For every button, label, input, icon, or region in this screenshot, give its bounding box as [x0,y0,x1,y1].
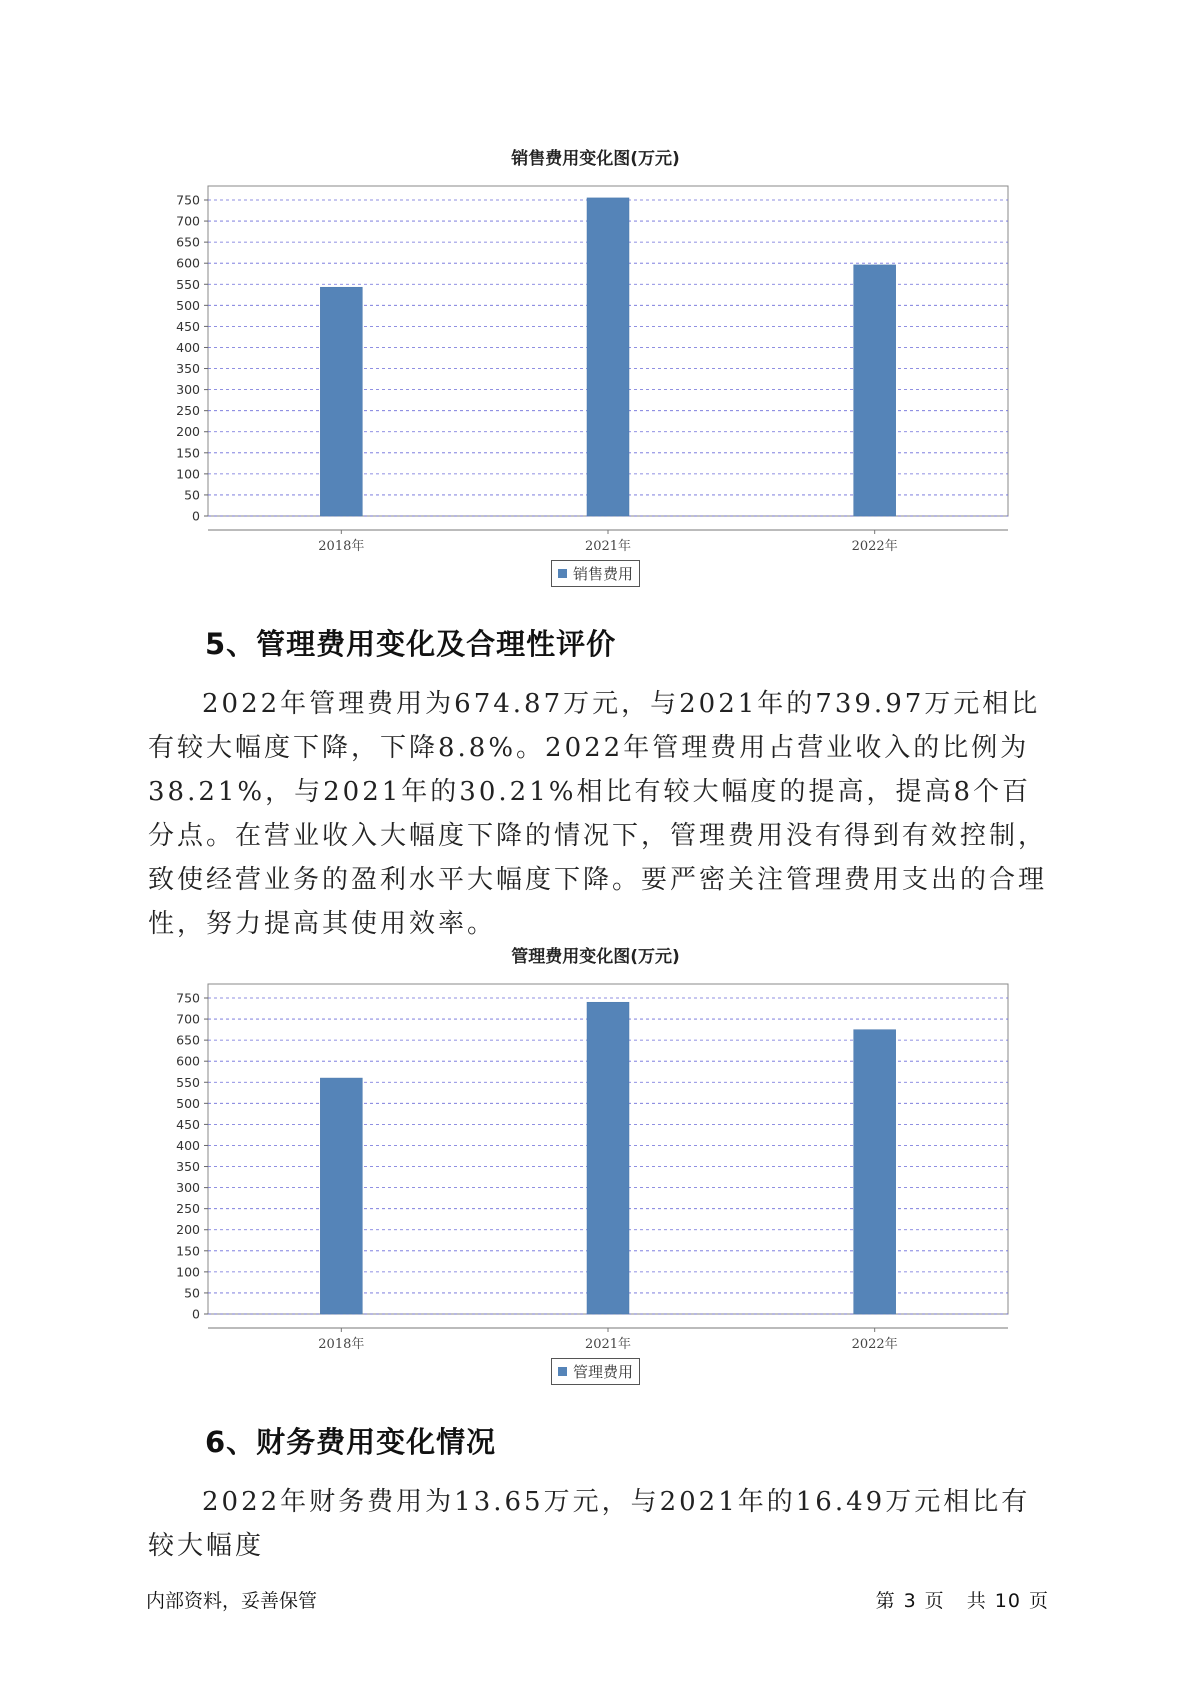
section-6-paragraph: 2022年财务费用为13.65万元，与2021年的16.49万元相比有较大幅度 [148,1487,1031,1561]
y-tick-label: 500 [176,297,200,313]
bar [320,287,362,516]
y-tick-label: 350 [176,1159,200,1175]
total-prefix: 共 [966,1590,987,1612]
section-6-heading: 6、财务费用变化情况 [205,1425,497,1459]
y-tick-label: 700 [176,1011,200,1027]
y-tick-label: 200 [176,424,200,440]
y-tick-label: 700 [176,213,200,229]
legend-label: 管理费用 [572,1363,633,1381]
y-tick-label: 150 [176,445,200,461]
total-unit: 页 [1028,1590,1049,1612]
y-tick-label: 550 [176,1074,200,1090]
y-tick-label: 0 [192,508,200,524]
y-tick-label: 550 [176,276,200,292]
y-tick-label: 650 [176,234,200,250]
chart-legend [0,1358,1191,1385]
bar [854,1030,896,1314]
y-tick-label: 450 [176,318,200,334]
y-tick-label: 450 [176,1116,200,1132]
x-tick-label: 2018年 [318,539,365,554]
section-5-paragraph: 2022年管理费用为674.87万元，与2021年的739.97万元相比有较大幅度下降，下降8.8%。2022年管理费用占营业收入的比例为38.21%，与2021年的30.21%相比有较大幅度的提高，提高8个百分点。在营业收入大幅度下降的情况下，管理费用没有得到有效控制，致使经营业务的盈利水平大幅度下降。要严密关注管理费用支出的合理性，努力提高其使用效率。 [148,689,1048,939]
legend-swatch [558,1367,567,1376]
chart-title-sales: 销售费用变化图(万元) [511,149,680,169]
y-tick-label: 600 [176,255,200,271]
y-tick-label: 500 [176,1095,200,1111]
chart-title-admin: 管理费用变化图(万元) [511,947,680,967]
y-tick-label: 350 [176,361,200,377]
footer-confidential: 内部资料，妥善保管 [146,1590,318,1612]
y-tick-label: 300 [176,1180,200,1196]
x-tick-label: 2021年 [584,1337,632,1352]
y-tick-label: 250 [176,1201,200,1217]
x-tick-label: 2018年 [318,1337,365,1352]
y-tick-label: 200 [176,1222,200,1238]
y-tick-label: 150 [176,1243,200,1259]
section-5-body [148,682,1048,946]
y-tick-label: 100 [176,466,200,482]
y-tick-label: 650 [176,1032,200,1048]
y-tick-label: 250 [176,403,200,419]
y-tick-label: 750 [176,192,200,208]
admin-expense-chart [160,978,1020,1352]
legend-box [551,1358,640,1385]
sales-expense-chart [160,180,1020,554]
y-tick-label: 400 [176,339,200,355]
section-6-body [148,1480,1048,1568]
x-tick-label: 2021年 [584,539,632,554]
y-tick-label: 750 [176,990,200,1006]
bar [320,1078,362,1314]
page-prefix: 第 [875,1590,896,1612]
y-tick-label: 400 [176,1137,200,1153]
legend-box [551,560,640,587]
bar [587,198,629,516]
chart-legend [0,560,1191,587]
bar [587,1002,629,1314]
section-5-heading: 5、管理费用变化及合理性评价 [205,627,617,661]
footer-page-number [872,1586,1053,1613]
y-tick-label: 0 [192,1306,200,1322]
legend-swatch [558,569,567,578]
page-num: 3 [903,1590,917,1612]
x-tick-label: 2022年 [851,1337,898,1352]
y-tick-label: 50 [184,1285,200,1301]
y-tick-label: 100 [176,1264,200,1280]
y-tick-label: 50 [184,487,200,503]
y-tick-label: 300 [176,382,200,398]
bar [854,265,896,516]
y-tick-label: 600 [176,1053,200,1069]
x-tick-label: 2022年 [851,539,898,554]
page-unit: 页 [924,1590,945,1612]
legend-label: 销售费用 [572,565,633,583]
total-num: 10 [994,1590,1021,1612]
